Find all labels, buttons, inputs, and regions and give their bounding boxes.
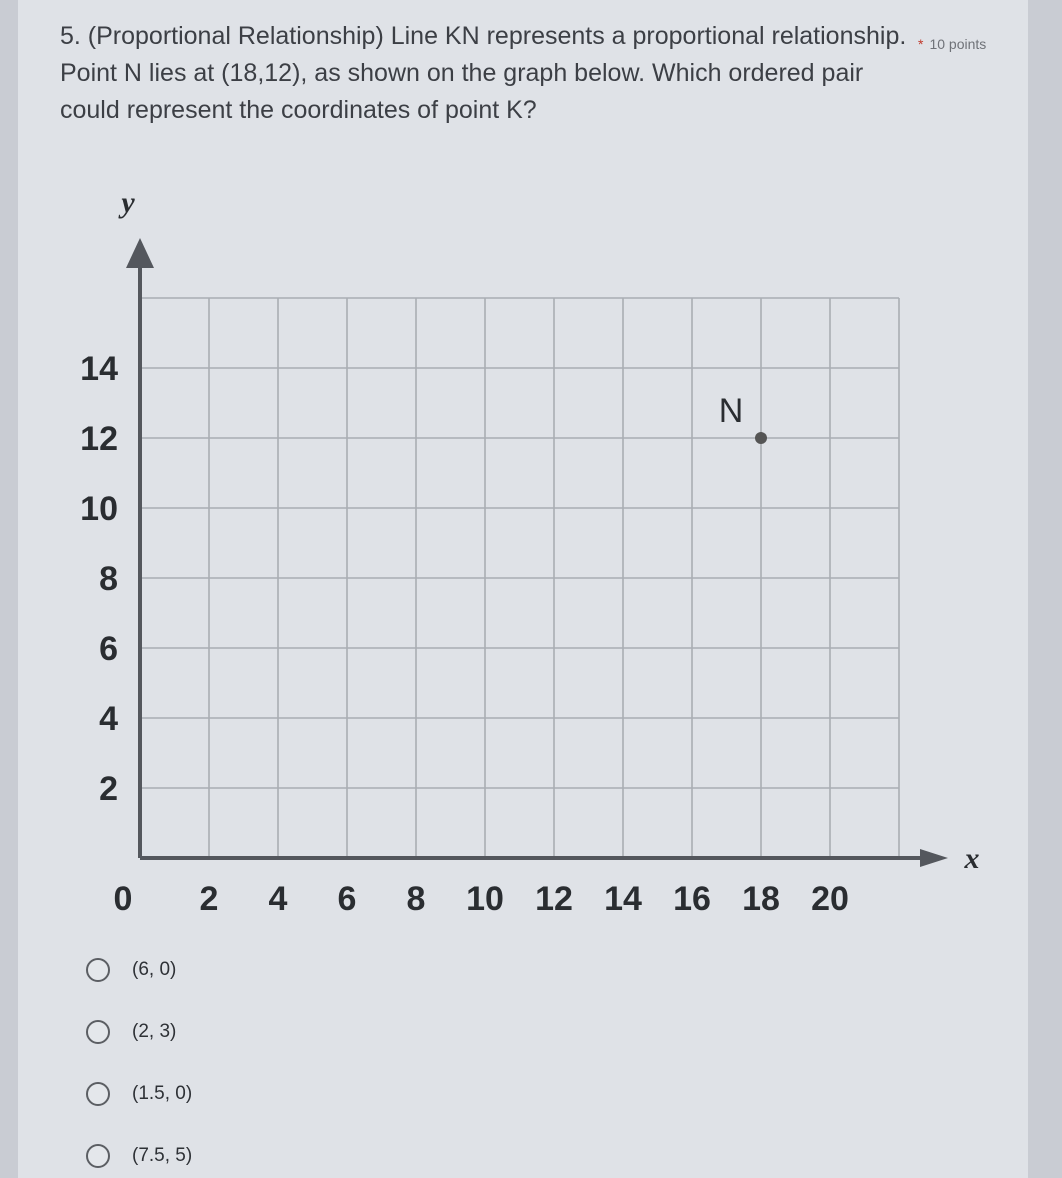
radio-button-icon[interactable]: [86, 958, 110, 982]
option-4[interactable]: [86, 1136, 386, 1176]
x-tick-label: 20: [811, 880, 849, 918]
x-tick-label: 0: [113, 880, 133, 918]
points-value: 10 points: [929, 36, 987, 52]
point-label: N: [718, 392, 744, 430]
option-label: (1.5, 0): [132, 1083, 193, 1104]
x-tick-label: 6: [337, 880, 357, 918]
radio-button-icon[interactable]: [86, 1144, 110, 1168]
x-tick-label: 2: [199, 880, 219, 918]
point-marker: [755, 432, 767, 444]
option-label: (6, 0): [132, 959, 177, 980]
required-marker: *: [918, 36, 924, 52]
x-axis-label: x: [964, 842, 980, 875]
x-axis-arrow-icon: [920, 849, 948, 867]
radio-button-icon[interactable]: [86, 1020, 110, 1044]
x-tick-label: 10: [466, 880, 504, 918]
option-label: (2, 3): [132, 1021, 177, 1042]
x-tick-label: 8: [406, 880, 426, 918]
question-text: 5. (Proportional Relationship) Line KN represents a proportional relationship. Point N lies at (18,12), as shown on the graph below. Which ordered pair could represent the coordinates of point K?: [60, 22, 907, 124]
y-tick-label: 12: [80, 420, 118, 458]
option-3[interactable]: [86, 1074, 386, 1114]
y-axis-arrow-icon: [126, 238, 154, 268]
x-tick-label: 18: [742, 880, 780, 918]
option-1[interactable]: [86, 950, 386, 990]
option-2[interactable]: [86, 1012, 386, 1052]
y-tick-label: 8: [99, 560, 118, 598]
y-tick-label: 6: [99, 630, 118, 668]
x-tick-label: 4: [268, 880, 288, 918]
x-tick-label: 14: [604, 880, 642, 918]
y-tick-label: 10: [80, 490, 118, 528]
y-axis-label: y: [121, 186, 135, 219]
radio-button-icon[interactable]: [86, 1082, 110, 1106]
option-label: (7.5, 5): [132, 1145, 193, 1166]
y-tick-label: 4: [99, 700, 118, 738]
x-tick-label: 12: [535, 880, 573, 918]
y-tick-label: 2: [99, 770, 118, 808]
y-tick-label: 14: [80, 350, 118, 388]
x-tick-label: 16: [673, 880, 711, 918]
